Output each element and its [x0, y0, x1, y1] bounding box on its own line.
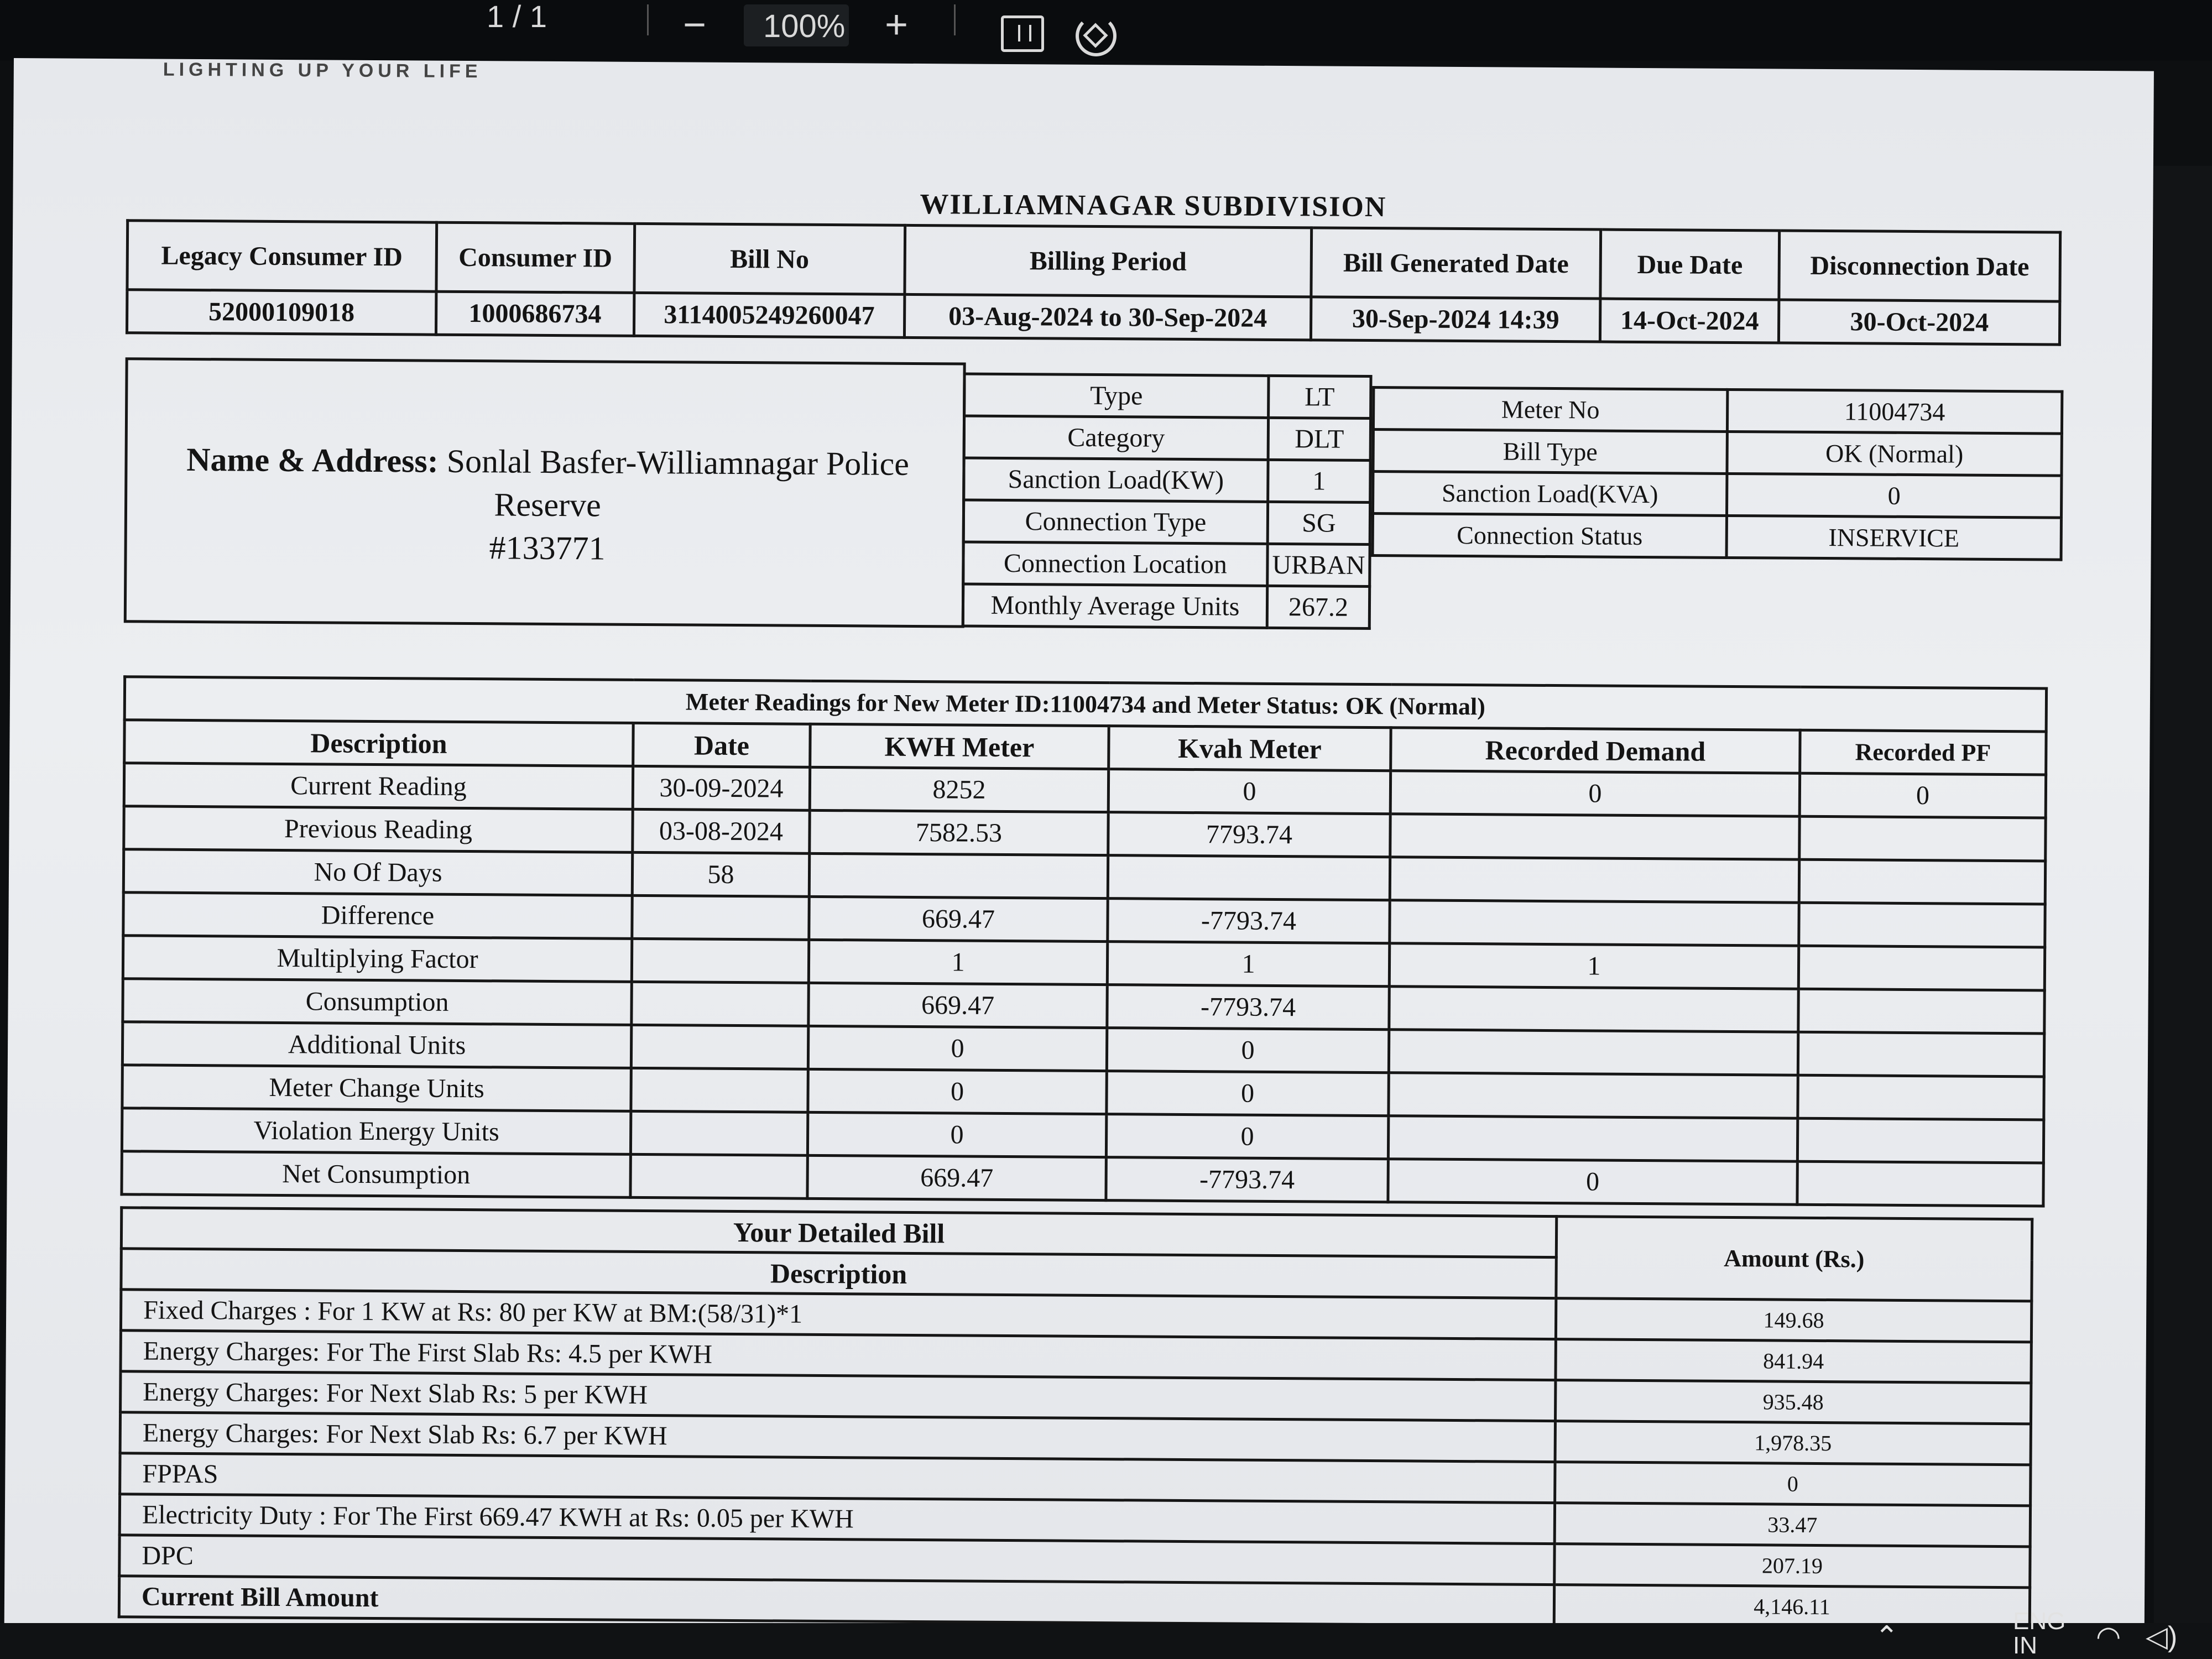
- language-code: ENG: [2013, 1608, 2066, 1635]
- disconnection-date-label: Disconnection Date: [1779, 231, 2060, 301]
- reading-cell: 7793.74: [1108, 812, 1390, 857]
- reading-cell: [631, 1068, 808, 1112]
- reading-cell: 30-09-2024: [633, 766, 810, 810]
- bill-no-label: Bill No: [634, 223, 905, 294]
- detail-row: [1373, 430, 2062, 476]
- bill-line-description: Energy Charges: For Next Slab Rs: 6.7 per KWH: [120, 1412, 1555, 1462]
- meter-details-table: [1371, 386, 2064, 561]
- consumer-name: Sonlal Basfer-Williamnagar Police Reserve: [446, 442, 910, 524]
- reading-cell: 1: [808, 940, 1107, 984]
- reading-cell: 8252: [810, 767, 1108, 812]
- bill-line-amount: 0: [1555, 1462, 2031, 1506]
- detail-row: [963, 584, 1369, 628]
- reading-cell: [1390, 857, 1799, 903]
- fit-page-icon[interactable]: [1001, 15, 1044, 52]
- consumer-address-box: [124, 357, 966, 628]
- toolbar-divider: [647, 4, 649, 35]
- detail-row: [964, 458, 1370, 502]
- reading-cell: 0: [807, 1112, 1106, 1157]
- reading-cell: [1798, 1075, 2044, 1120]
- reading-cell: [1798, 946, 2044, 990]
- detail-value: LT: [1269, 375, 1371, 418]
- bill-line-description: Energy Charges: For Next Slab Rs: 5 per KWH: [121, 1371, 1556, 1421]
- reading-cell: 669.47: [808, 983, 1107, 1027]
- reading-cell: 0: [808, 1069, 1107, 1114]
- reading-cell: [1390, 814, 1799, 860]
- reading-cell: [1799, 859, 2045, 904]
- reading-cell: -7793.74: [1106, 1157, 1388, 1202]
- bill-line-description: Fixed Charges : For 1 KW at Rs: 80 per KW at BM:(58/31)*1: [121, 1290, 1556, 1339]
- reading-cell: No Of Days: [123, 849, 632, 896]
- bill-line-description: Electricity Duty : For The First 669.47 KWH at Rs: 0.05 per KWH: [119, 1494, 1554, 1544]
- detail-label: Connection Type: [963, 500, 1267, 544]
- detail-value: URBAN: [1267, 544, 1370, 586]
- bill-line-description: DPC: [119, 1535, 1554, 1585]
- reading-cell: [1797, 1118, 2043, 1163]
- detail-label: Sanction Load(KVA): [1373, 472, 1727, 516]
- bill-line-amount: 149.68: [1556, 1298, 2031, 1342]
- reading-cell: [1108, 855, 1390, 900]
- detail-row: [963, 542, 1370, 586]
- column-header: Recorded Demand: [1391, 728, 1800, 774]
- reading-cell: [631, 1025, 808, 1069]
- bill-header-labels: [127, 221, 2060, 301]
- toolbar-divider: [954, 4, 956, 35]
- language-indicator[interactable]: [2013, 1609, 2065, 1658]
- consumer-id: 1000686734: [436, 291, 634, 336]
- due-date-label: Due Date: [1600, 229, 1780, 300]
- detail-label: Sanction Load(KW): [964, 458, 1268, 502]
- due-date: 14-Oct-2024: [1600, 299, 1779, 343]
- reading-cell: [809, 853, 1108, 898]
- reading-cell: 1: [1107, 942, 1389, 987]
- reading-cell: Difference: [123, 893, 632, 939]
- connection-details-table: [962, 372, 1373, 630]
- column-header: Description: [124, 720, 633, 766]
- reading-cell: -7793.74: [1108, 899, 1390, 943]
- reading-cell: Multiplying Factor: [123, 936, 632, 982]
- rotate-icon[interactable]: [1076, 15, 1117, 56]
- reading-cell: Previous Reading: [124, 806, 633, 853]
- subdivision-title: WILLIAMNAGAR SUBDIVISION: [920, 189, 1387, 223]
- detail-value: 0: [1727, 473, 2062, 518]
- company-tagline: LIGHTING UP YOUR LIFE: [163, 59, 482, 82]
- consumer-number: #133771: [489, 529, 606, 567]
- detail-value: 267.2: [1267, 586, 1369, 628]
- reading-cell: [630, 1154, 807, 1198]
- pdf-page: [4, 58, 2154, 1659]
- reading-cell: 03-08-2024: [633, 809, 810, 853]
- bill-line-amount: 935.48: [1555, 1380, 2031, 1424]
- reading-cell: -7793.74: [1107, 985, 1389, 1030]
- meter-readings-caption: Meter Readings for New Meter ID:11004734 and Meter Status: OK (Normal): [124, 677, 2046, 732]
- reading-cell: 0: [1108, 769, 1390, 814]
- reading-cell: [632, 938, 808, 983]
- detail-value: DLT: [1268, 418, 1370, 460]
- bill-line-description: FPPAS: [120, 1453, 1555, 1503]
- detail-label: Category: [964, 416, 1268, 460]
- detail-value: 11004734: [1727, 389, 2062, 434]
- zoom-out-button[interactable]: −: [683, 3, 707, 47]
- reading-cell: 0: [1107, 1071, 1389, 1116]
- reading-cell: [1797, 1161, 2043, 1206]
- reading-cell: [1390, 900, 1799, 946]
- volume-icon[interactable]: ◁): [2146, 1621, 2178, 1653]
- description-header: Description: [121, 1249, 1556, 1298]
- name-address-label: Name & Address:: [186, 441, 439, 479]
- bill-line-amount: 841.94: [1556, 1339, 2031, 1383]
- detail-value: 1: [1268, 460, 1370, 502]
- reading-cell: 7582.53: [810, 810, 1108, 855]
- amount-header: Amount (Rs.): [1556, 1217, 2032, 1301]
- detail-value: SG: [1267, 502, 1370, 544]
- detail-row: [964, 416, 1370, 460]
- reading-cell: 0: [1106, 1114, 1388, 1159]
- legacy-consumer-id-label: Legacy Consumer ID: [127, 221, 437, 291]
- reading-cell: Current Reading: [124, 763, 633, 810]
- reading-cell: Consumption: [123, 979, 632, 1025]
- reading-cell: 669.47: [809, 896, 1108, 941]
- bill-line-amount: 207.19: [1554, 1544, 2030, 1588]
- bill-line-amount: 1,978.35: [1555, 1421, 2031, 1465]
- consumer-id-label: Consumer ID: [436, 222, 635, 293]
- detailed-bill-title: Your Detailed Bill: [121, 1208, 1556, 1258]
- reading-cell: [1799, 902, 2045, 947]
- bill-generated-date: 30-Sep-2024 14:39: [1311, 297, 1600, 342]
- reading-cell: 0: [1390, 771, 1799, 817]
- reading-cell: Violation Energy Units: [122, 1108, 630, 1155]
- reading-cell: 0: [808, 1026, 1107, 1071]
- detail-label: Type: [964, 374, 1269, 418]
- reading-cell: 1: [1389, 943, 1798, 989]
- detail-label: Bill Type: [1373, 430, 1727, 474]
- detail-label: Connection Location: [963, 542, 1267, 586]
- reading-cell: [1799, 816, 2046, 861]
- detail-label: Monthly Average Units: [963, 584, 1267, 628]
- reading-cell: [1389, 1030, 1798, 1076]
- detail-value: OK (Normal): [1727, 431, 2062, 476]
- reading-cell: [632, 895, 809, 940]
- desk-background: [2154, 166, 2212, 1659]
- region-code: IN: [2013, 1632, 2037, 1659]
- meter-readings-table: [120, 675, 2048, 1207]
- name-address: [160, 438, 935, 572]
- disconnection-date: 30-Oct-2024: [1779, 300, 2060, 345]
- reading-cell: Additional Units: [122, 1022, 631, 1068]
- detailed-bill-table: [118, 1206, 2033, 1630]
- bill-line-amount: 4,146.11: [1554, 1585, 2030, 1629]
- detail-row: [964, 374, 1371, 418]
- detail-label: Meter No: [1373, 388, 1727, 432]
- reading-cell: [1389, 1073, 1798, 1119]
- bill-no: 3114005249260047: [634, 293, 905, 337]
- reading-cell: Meter Change Units: [122, 1065, 631, 1112]
- detail-row: [1373, 514, 2061, 560]
- reading-cell: 0: [1388, 1159, 1797, 1205]
- detail-value: INSERVICE: [1726, 515, 2061, 560]
- column-header: KWH Meter: [810, 724, 1109, 769]
- billing-period-label: Billing Period: [905, 225, 1312, 296]
- billing-period: 03-Aug-2024 to 30-Sep-2024: [904, 294, 1311, 340]
- reading-cell: 0: [1799, 773, 2046, 818]
- chevron-up-icon[interactable]: ⌃: [1875, 1621, 1899, 1653]
- reading-cell: [1389, 987, 1798, 1032]
- reading-cell: [1798, 1032, 2044, 1077]
- pdf-viewer-toolbar: [0, 0, 2212, 61]
- reading-cell: 669.47: [807, 1155, 1106, 1200]
- reading-cell: 0: [1107, 1028, 1389, 1073]
- bill-line-description: Current Bill Amount: [119, 1576, 1554, 1626]
- column-header: Recorded PF: [1800, 730, 2046, 775]
- reading-cell: [632, 982, 808, 1026]
- bill-header-table: [126, 219, 2062, 346]
- detail-label: Connection Status: [1373, 514, 1726, 558]
- reading-cell: Net Consumption: [122, 1151, 630, 1198]
- column-header: Date: [633, 723, 810, 767]
- wifi-icon[interactable]: ◠: [2096, 1621, 2121, 1653]
- bill-line-amount: 33.47: [1554, 1503, 2030, 1547]
- reading-cell: [1798, 989, 2044, 1034]
- bill-generated-date-label: Bill Generated Date: [1311, 228, 1600, 299]
- column-header: Kvah Meter: [1109, 726, 1391, 771]
- bill-line-description: Energy Charges: For The First Slab Rs: 4.5 per KWH: [121, 1331, 1556, 1380]
- reading-cell: [1388, 1116, 1797, 1162]
- zoom-in-button[interactable]: +: [885, 3, 909, 47]
- detail-row: [963, 500, 1370, 544]
- zoom-level: 100%: [763, 8, 846, 44]
- reading-cell: 58: [632, 852, 809, 896]
- legacy-consumer-id: 52000109018: [127, 290, 436, 335]
- page-indicator: 1 / 1: [487, 0, 547, 34]
- detail-row: [1373, 472, 2062, 518]
- detail-row: [1373, 388, 2062, 434]
- reading-cell: [630, 1111, 807, 1155]
